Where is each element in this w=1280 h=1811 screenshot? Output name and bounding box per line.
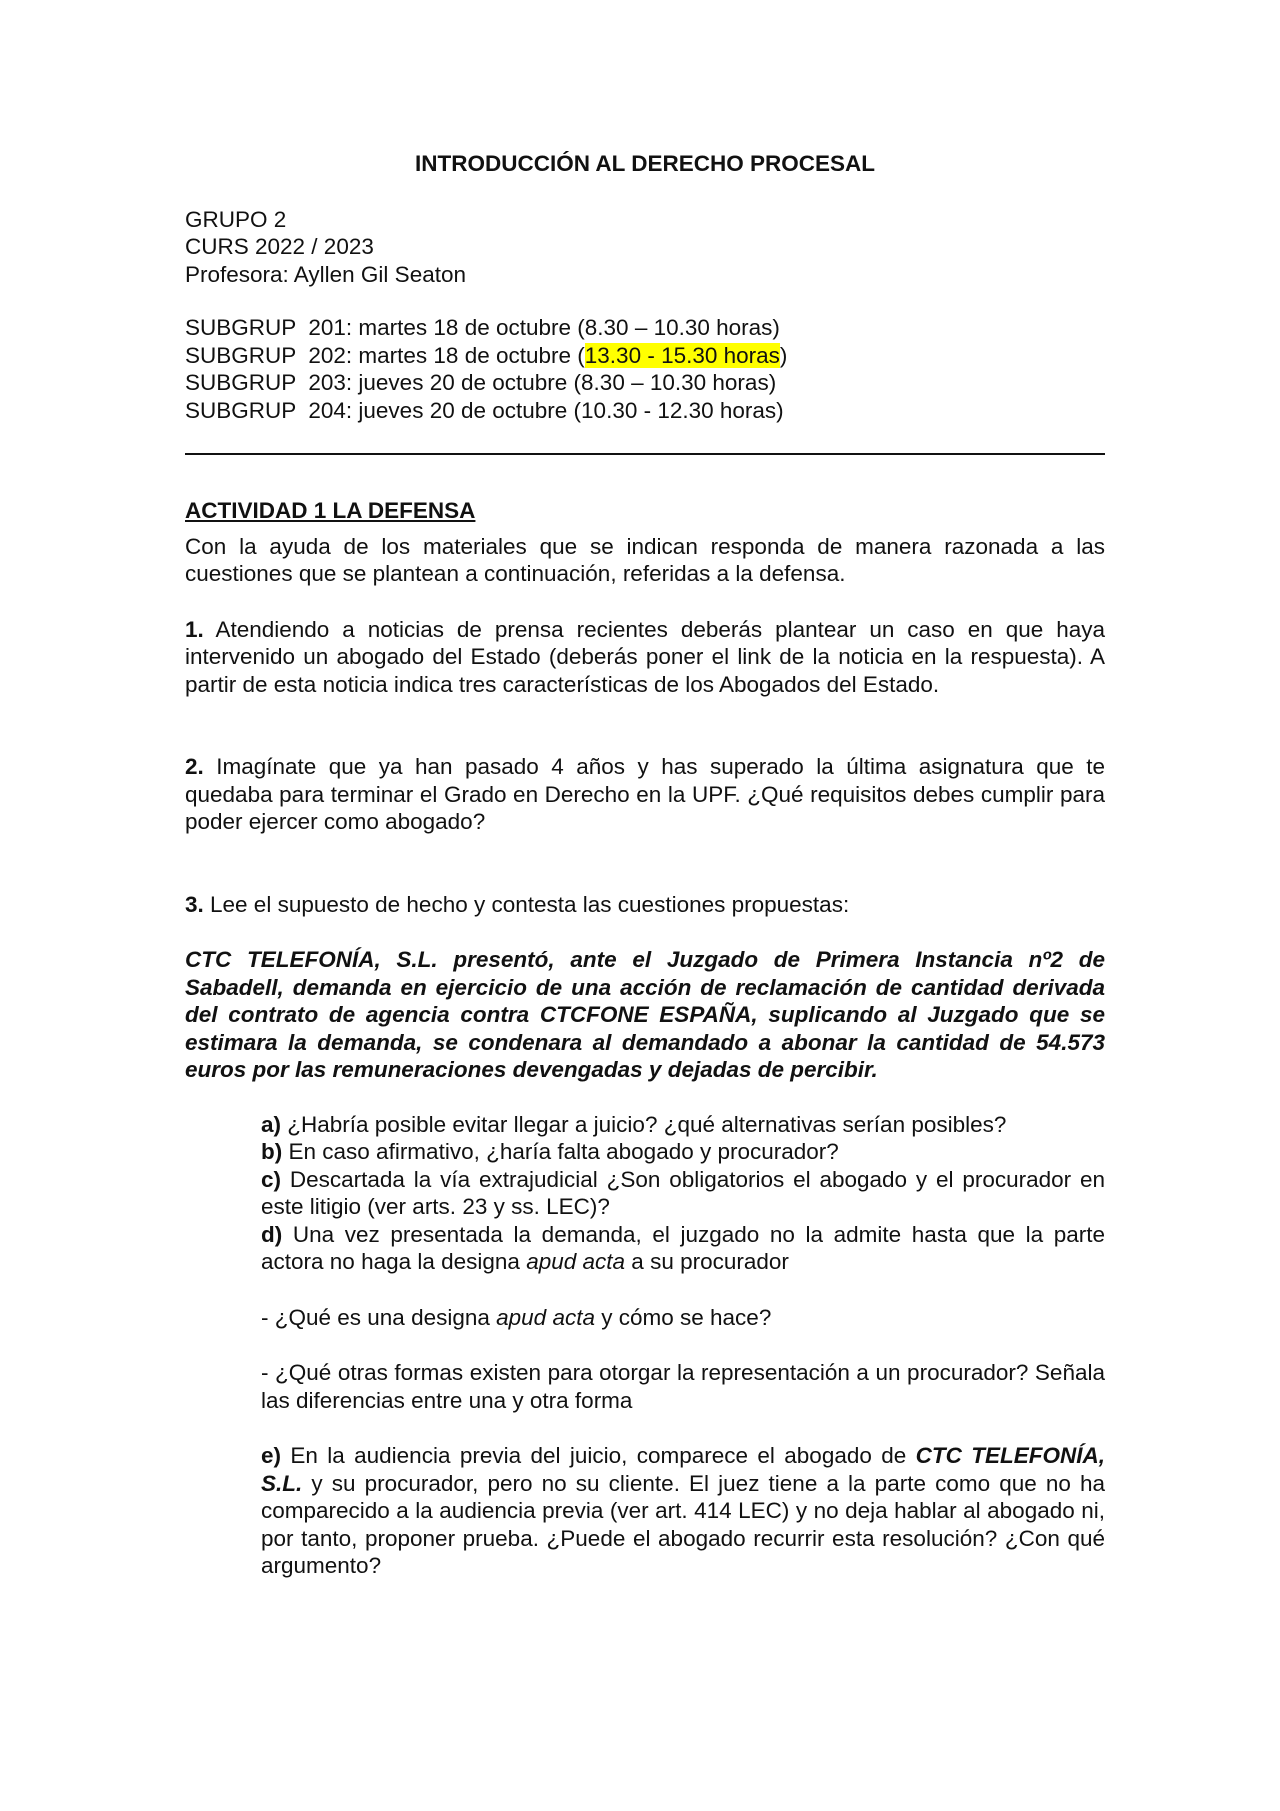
sub-question-d-label: d) <box>261 1221 283 1247</box>
sub-question-b-text: En caso afirmativo, ¿haría falta abogado y procurador? <box>282 1139 839 1164</box>
subgroup-203: SUBGRUP 203: jueves 20 de octubre (8.30 – 10.30 horas) <box>185 370 777 395</box>
dash-question-1-post: y cómo se hace? <box>594 1304 772 1330</box>
sub-question-d <box>261 1221 1105 1276</box>
sub-question-b <box>261 1138 1105 1166</box>
subgroup-202-prefix: SUBGRUP 202: martes 18 de octubre ( <box>185 342 585 368</box>
question-3 <box>185 891 1105 919</box>
sub-question-c-text: Descartada la vía extrajudicial ¿Son obligatorios el abogado y el procurador en este litigio (ver arts. 23 y ss. LEC)? <box>261 1166 1105 1219</box>
question-1-text: Atendiendo a noticias de prensa recientes deberás plantear un caso en que haya intervenido un abogado del Estado (deberás poner el link de la noticia en la respuesta). A partir de esta noticia indica tres características de los Abogados del Estado. <box>185 616 1105 697</box>
sub-question-c-label: c) <box>261 1166 282 1192</box>
sub-question-c <box>261 1166 1105 1221</box>
dash-question-1-italic: apud acta <box>496 1304 595 1330</box>
question-2-number: 2. <box>185 754 204 779</box>
sub-question-d-italic: apud acta <box>526 1249 626 1274</box>
teacher-label: Profesora: Ayllen Gil Seaton <box>185 261 466 287</box>
subgroup-201: SUBGRUP 201: martes 18 de octubre (8.30 – 10.30 horas) <box>185 315 780 340</box>
group-label: GRUPO 2 <box>185 206 287 232</box>
case-statement: CTC TELEFONÍA, S.L. presentó, ante el Juzgado de Primera Instancia nº2 de Sabadell, demanda en ejercicio de una acción de reclamación de cantidad derivada del contrato de agencia contra CTCFONE ESPAÑA, suplicando al Juzgado que se estimara la demanda, se condenara al demandado a abonar la cantidad de 54.573 euros por las remuneraciones devengadas y dejadas de percibir. <box>185 947 1105 1082</box>
sub-question-a <box>261 1111 1105 1139</box>
subgroup-202-suffix: ) <box>779 342 788 368</box>
course-header <box>185 206 1105 289</box>
sub-question-b-label: b) <box>261 1139 283 1164</box>
subgroup-schedule <box>185 314 1105 424</box>
question-3-number: 3. <box>185 891 204 917</box>
document-content <box>185 150 1105 1580</box>
question-2 <box>185 753 1105 836</box>
sub-question-d-end: a su procurador <box>625 1249 789 1274</box>
highlighted-time: 13.30 - 15.30 horas <box>584 342 780 368</box>
sub-question-d-text: Una vez presentada la demanda, el juzgado no la admite hasta que la parte actora no haga la designa <box>261 1221 1105 1274</box>
dash-question-1 <box>261 1304 1105 1332</box>
sub-question-e-label: e) <box>261 1443 282 1468</box>
question-2-text: Imagínate que ya han pasado 4 años y has superado la última asignatura que te quedaba para terminar el Grado en Derecho en la UPF. ¿Qué requisitos debes cumplir para poder ejercer como abogado? <box>185 754 1105 834</box>
question-1 <box>185 616 1105 699</box>
question-1-number: 1. <box>185 616 204 642</box>
sub-question-e <box>261 1442 1105 1580</box>
activity-heading: ACTIVIDAD 1 LA DEFENSA <box>185 498 476 523</box>
sub-question-a-label: a) <box>261 1111 282 1137</box>
case-questions <box>261 1111 1105 1580</box>
subgroup-204: SUBGRUP 204: jueves 20 de octubre (10.30 - 12.30 horas) <box>185 397 784 423</box>
sub-question-e-company: CTC TELEFONÍA, S.L. <box>261 1443 1105 1496</box>
dash-question-1-pre: - ¿Qué es una designa <box>261 1304 497 1330</box>
sub-question-e-pre: En la audiencia previa del juicio, comparece el abogado de <box>281 1443 916 1468</box>
course-label: CURS 2022 / 2023 <box>185 234 374 259</box>
sub-question-e-post: y su procurador, pero no su cliente. El juez tiene a la parte como que no ha comparecido a la audiencia previa (ver art. 414 LEC) y no deja hablar al abogado ni, por tanto, proponer prueba. ¿Puede el abogado recurrir esta resolución? ¿Con qué argumento? <box>261 1470 1105 1578</box>
dash-question-2: - ¿Qué otras formas existen para otorgar la representación a un procurador? Señala las diferencias entre una y otra forma <box>261 1360 1105 1413</box>
subgroup-202 <box>185 342 1105 370</box>
sub-question-a-text: ¿Habría posible evitar llegar a juicio? ¿qué alternativas serían posibles? <box>281 1111 1007 1137</box>
activity-intro: Con la ayuda de los materiales que se indican responda de manera razonada a las cuestiones que se plantean a continuación, referidas a la defensa. <box>185 533 1105 586</box>
question-3-text: Lee el supuesto de hecho y contesta las cuestiones propuestas: <box>203 891 850 917</box>
document-title: INTRODUCCIÓN AL DERECHO PROCESAL <box>414 151 876 176</box>
